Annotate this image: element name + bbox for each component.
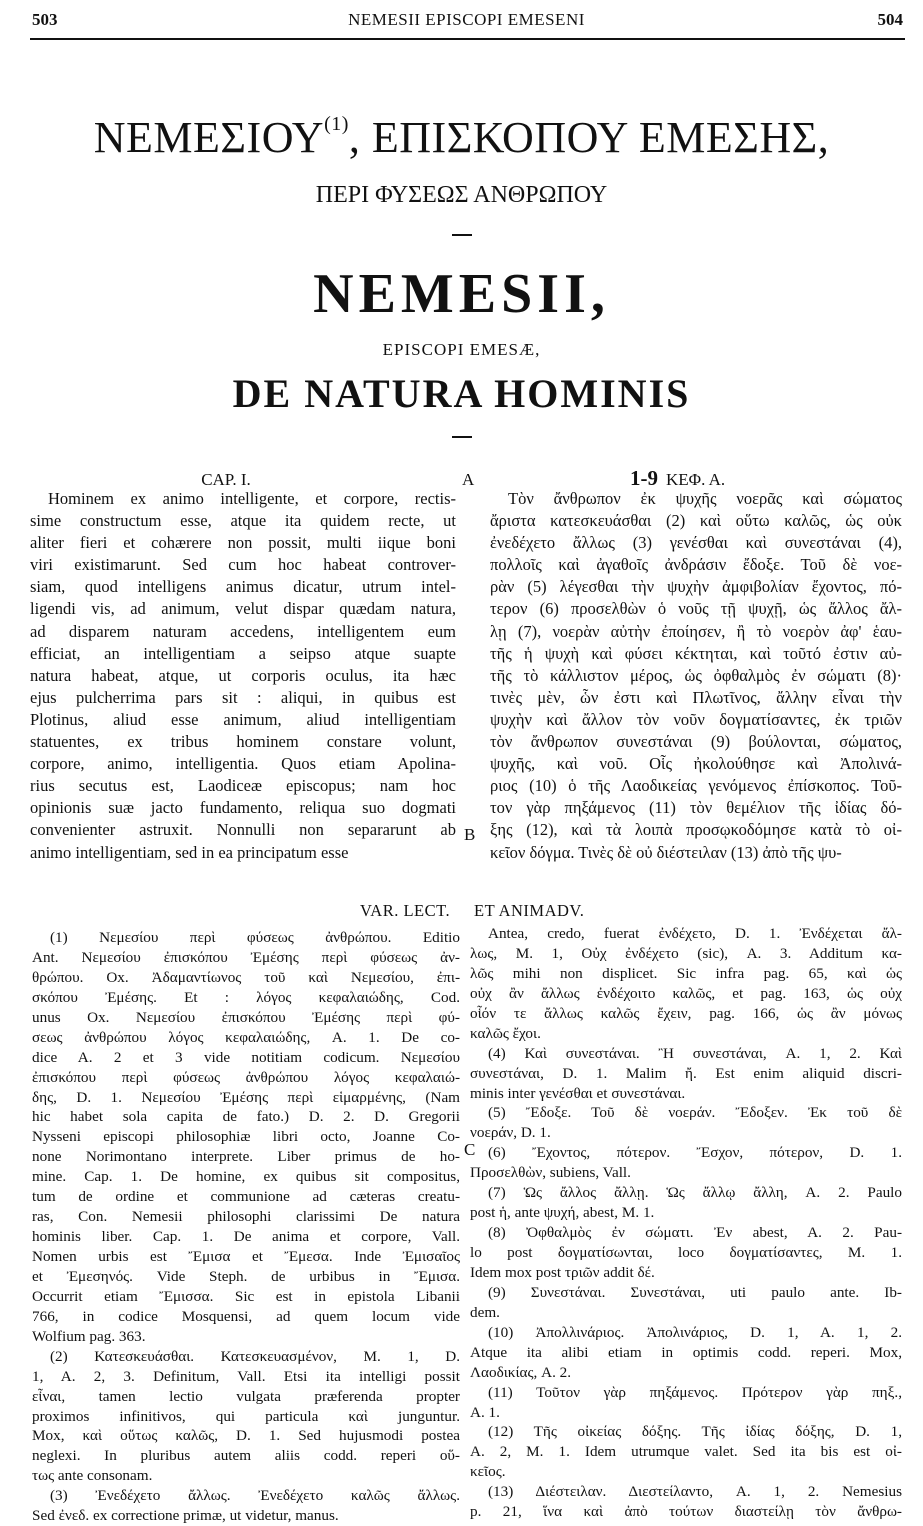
- note-left-line: (1) Νεμεσίου περὶ φύσεως ἀνθρώπου. Editio: [50, 929, 460, 946]
- note-right-line: lo post δογματίσωνται, loco δογματίσαντες, M. 1.: [470, 1244, 902, 1261]
- note-left-line: dice A. 2 et 3 vide notitiam codicum. Νεμεσίου: [32, 1048, 460, 1066]
- greek-text-line: τον γὰρ πηξάμενος (11) τὸν θεμέλιον τῆς ἰδίας δό-: [490, 798, 902, 818]
- note-right-line: (12) Τῆς οἰκείας δόξης. Τῆς ἰδίας δόξης, D. 1,: [488, 1423, 902, 1441]
- latin-text-line: rius secutus est, Laodiceæ episcopus; nam hoc: [30, 776, 456, 796]
- greek-text-line: λῃ (7), νοερὰν αὐτὴν ἐποίησεν, ἢ τὸ νοερὸν ἀφ' ἑαυ-: [490, 621, 902, 641]
- latin-text-column: [30, 488, 456, 864]
- note-right-line: οὐχ ἂν ἄλλως ἐνδέχοιτο καλῶς, et pag. 163, ὡς οὐχ: [470, 984, 902, 1002]
- margin-marker-a: A: [462, 470, 475, 489]
- note-left-line: Wolfium pag. 363.: [32, 1327, 146, 1345]
- latin-text-line: ad disparem naturam accedens, intelligentem eum: [30, 621, 456, 641]
- greek-text-line: τερον (6) προσελθὼν ὁ νοῦς τῇ ψυχῇ, ὡς ἄλλος ἄλ-: [490, 599, 902, 619]
- running-head: [30, 10, 903, 36]
- greek-text-line: ψυχῆς, καὶ νοῦ. Οἷς ἠκολούθησε καὶ Ἀπολινά-: [490, 754, 902, 774]
- note-right-line: (8) Ὀφθαλμὸς ἐν σώματι. Ἐν abest, A. 2. Pau-: [488, 1224, 902, 1242]
- note-right-line: dem.: [470, 1303, 500, 1321]
- var-lect-heading-right: ET ANIMADV.: [474, 901, 585, 920]
- note-right-line: νοεράν, D. 1.: [470, 1124, 551, 1142]
- note-left-line: δης, D. 1. Νεμεσίου Ἐμέσης περὶ εἱμαρμένης, (Nam: [32, 1088, 460, 1106]
- latin-text-line: Hominem ex animo intelligente, et corpore, rectis-: [48, 489, 456, 508]
- note-right-line: οἷόν τε ἄλλως καλῶς ἔχειν, pag. 166, ὡς ἂν μόνως: [470, 1004, 902, 1022]
- latin-text-line: efficiat, an intelligentiam a seipso atque suapte: [30, 643, 456, 663]
- note-left-line: Nysseni episcopi philosophiæ libri octo, Joanne Co-: [32, 1128, 460, 1146]
- note-right-line: A. 1.: [470, 1403, 500, 1421]
- title-dash-2: [452, 436, 472, 438]
- greek-text-line: κεῖον δόγμα. Τινὲς δὲ οὐ διέστειλαν (13) ἀπὸ τῆς ψυ-: [490, 842, 842, 862]
- latin-title: NEMESII,: [313, 263, 610, 325]
- greek-text-line: Τὸν ἄνθρωπον ἐκ ψυχῆς νοερᾶς καὶ σώματος: [508, 489, 902, 508]
- var-lect-heading-left: VAR. LECT.: [360, 901, 451, 920]
- note-right-line: λως, M. 1, Οὐχ ἐνδέχετο (sic), A. 3. Additum κα-: [470, 944, 902, 962]
- latin-text-line: Plotinus, aliud esse animum, aliud intelligentiam: [30, 709, 456, 729]
- greek-subtitle: ΠΕΡΙ ΦΥΣΕΩΣ ΑΝΘΡΩΠΟΥ: [315, 182, 608, 208]
- note-right-line: Προσελθὼν, subiens, Vall.: [470, 1164, 631, 1182]
- latin-text-line: convenienter astruxit. Nonnulli non separarunt ab: [30, 820, 456, 840]
- note-left-line: ras, Con. Nemesii philosophi clarissimi De natura: [32, 1208, 460, 1226]
- note-right-line: (10) Ἀπολλινάριος. Ἀπολινάριος, D. 1, A. 1, 2.: [488, 1323, 902, 1341]
- latin-text-line: animo intelligentiam, sed in ea principatum esse: [30, 842, 349, 862]
- page-number-right: 504: [877, 10, 903, 29]
- latin-text-line: natura habeat, atque, ut corporis oculus, ita hæc: [30, 665, 456, 685]
- note-right-line: (4) Καὶ συνεστάναι. Ἢ συνεστάναι, A. 1, 2. Καὶ: [488, 1044, 902, 1062]
- note-left-line: Mox, καὶ οὕτως καλῶς, D. 1. Sed hujusmodi postea: [32, 1427, 460, 1445]
- note-right-line: Atque ita alibi etiam in optimis codd. reperi. Mox,: [470, 1343, 902, 1361]
- note-left-line: 1, A. 2, 3. Definitum, Vall. Etsi ita intelligi possit: [32, 1367, 460, 1385]
- greek-text-line: τὸν ἄνθρωπον συνεστάναι (9) βούλονται, σώματος,: [490, 732, 902, 752]
- greek-text-line: πολλοῖς καὶ ἀγαθοῖς ἀνδράσιν ἔδοξε. Τοῦ δὲ νοε-: [490, 555, 902, 575]
- note-right-line: συνεστάναι, D. 1. Malim ἤ. Est enim aliquid discri-: [470, 1064, 902, 1082]
- latin-text-line: corpore, animo, intelligentia. Quos etiam Apolina-: [30, 754, 456, 774]
- greek-text-line: τινὲς μὲν, ὧν ἐστι καὶ Πλωτῖνος, ἄλλην εἶναι τὴν: [490, 687, 902, 707]
- greek-text-column: [490, 488, 902, 864]
- greek-text-line: τῆς ἡ ψυχὴ καὶ φύσει κέκτηται, καὶ τοῦτό ἐστιν αὐ-: [490, 643, 902, 663]
- note-right-line: (7) Ὡς ἄλλος ἄλλῃ. Ὡς ἄλλῳ ἄλλη, A. 2. Paulo: [488, 1184, 902, 1202]
- header-rule: [30, 38, 905, 40]
- latin-text-line: opinionis suæ jacto fundamento, reliqua suo dogmati: [30, 798, 456, 818]
- page-number-left: 503: [32, 10, 58, 29]
- note-left-line: εἶναι, tamen lectio vulgata præferenda propter: [32, 1387, 460, 1405]
- greek-text-line: ριος (10) ὁ τῆς Λαοδικείας γενόμενος ἐπίσκοπος. Τοῦ-: [490, 776, 902, 796]
- latin-text-line: sime constructum esse, atque ita quidem recte, ut: [30, 511, 456, 531]
- work-title: DE NATURA HOMINIS: [232, 371, 691, 416]
- greek-title: [0, 112, 923, 163]
- latin-text-line: ligendi vis, ad animum, velut dispar quædam natura,: [30, 599, 456, 619]
- margin-marker-b: B: [464, 825, 476, 844]
- line-number: 1-9: [630, 466, 658, 490]
- greek-title-name: ΝΕΜΕΣΙΟΥ: [93, 113, 325, 162]
- note-left-line: Occurrit etiam Ἔμισσα. Sic est in epistola Libanii: [32, 1287, 460, 1305]
- note-right-line: (5) Ἔδοξε. Τοῦ δὲ νοεράν. Ἔδοξεν. Ἐκ τοῦ δὲ: [488, 1104, 902, 1122]
- greek-title-rest: , ΕΠΙΣΚΟΠΟΥ ΕΜΕΣΗΣ,: [348, 113, 830, 162]
- note-left-line: proximos infinitivos, qui particula καὶ junguntur.: [32, 1407, 460, 1425]
- chapter-heading-greek-text: ΚΕΦ. Α.: [666, 470, 726, 489]
- note-left-line: ἐπισκόπου περὶ φύσεως ἀνθρώπου λόγος κεφαλαιώ-: [32, 1068, 460, 1086]
- note-left-line: Sed ἐνεδ. ex correctione primæ, ut videtur, manus.: [32, 1507, 339, 1525]
- note-right-line: post ἡ, ante ψυχή, abest, M. 1.: [470, 1204, 655, 1222]
- note-left-line: mine. Cap. 1. De homine, ex quibus sit compositus,: [32, 1168, 460, 1186]
- note-left-line: hominis liber. Cap. 1. De anima et corpore, Vall.: [32, 1228, 460, 1246]
- note-right-line: Λαοδικίας, A. 2.: [470, 1363, 572, 1381]
- greek-text-line: ξης (12), καὶ τὰ λοιπὰ προσῳκοδόμησε κατὰ τὸ οἰ-: [490, 820, 902, 840]
- title-footnote-mark: (1): [324, 113, 349, 135]
- greek-text-line: τῆς τὸ κάλλιστον μέρος, ὡς ὀφθαλμὸς ἐν σώματι (8)·: [490, 665, 902, 685]
- note-right-line: (9) Συνεστάναι. Συνεστάναι, uti paulo ante. Ib-: [488, 1283, 902, 1301]
- note-left-line: σεως ἀνθρώπου λόγος κεφαλαιώδης, A. 1. De co-: [32, 1028, 460, 1046]
- note-left-line: (2) Κατεσκευάσθαι. Κατεσκευασμένον, M. 1, D.: [50, 1347, 460, 1365]
- latin-text-line: siam, quod intelligens animus dicatur, utrum intel-: [30, 577, 456, 597]
- note-right-line: p. 21, ἵνα καὶ ἀπὸ τούτων διαστείλῃ τὸν ἄνθρω-: [470, 1503, 902, 1521]
- note-left-line: Nomen urbis est Ἔμισα et Ἔμεσα. Inde Ἐμισαῖος: [32, 1248, 460, 1265]
- note-left-line: unus Ox. Νεμεσίου ἐπισκόπου Ἐμέσης περὶ φύ-: [32, 1008, 460, 1026]
- note-right-line: κεῖος.: [470, 1463, 506, 1481]
- greek-text-line: ἐνεδέχετο ἄλλως (3) γενέσθαι καὶ συνεστάναι (4),: [490, 533, 902, 553]
- note-left-line: Ant. Νεμεσίου ἐπισκόπου Ἐμέσης περὶ φύσεως ἀν-: [32, 948, 460, 966]
- note-left-line: tum de ordine et communione ad cæteras creatu-: [32, 1188, 460, 1206]
- note-left-line: (3) Ἐνεδέχετο ἄλλως. Ἐνεδέχετο καλῶς ἄλλως.: [50, 1487, 460, 1505]
- margin-marker-c: C: [464, 1140, 476, 1159]
- note-right-line: λῶς mihi non displicet. Sic infra pag. 65, καὶ ὡς: [470, 964, 902, 982]
- latin-text-line: ejus pulcherrima pars sit : aliqui, in quibus est: [30, 687, 456, 707]
- note-right-line: minis inter γενέσθαι et συνεστάναι.: [470, 1084, 686, 1102]
- note-left-line: θρώπου. Ox. Ἀδαμαντίωνος τοῦ καὶ Νεμεσίου, ἐπι-: [32, 968, 460, 986]
- note-left-line: 766, in codice Mosquensi, ad quem locum vide: [32, 1307, 460, 1325]
- greek-text-line: ρὰν (5) λέγεσθαι τὴν ψυχὴν ἀμφιβολίαν ἔχοντος, πό-: [490, 577, 902, 597]
- chapter-heading-latin: CAP. I.: [201, 470, 251, 489]
- note-left-line: et Ἐμεσηνός. Vide Steph. de urbibus in Ἔμισα.: [32, 1267, 460, 1285]
- note-right-line: Idem mox post τριῶν addit δέ.: [470, 1263, 655, 1281]
- note-right-line: A. 2, M. 1. Idem utrumque valet. Sed ita bis est οἰ-: [470, 1443, 902, 1461]
- latin-text-line: aliter fieri et cohærere non possit, multi iique boni: [30, 533, 456, 553]
- note-left-line: neglexi. In pluribus autem aliis codd. reperi οὕ-: [32, 1447, 460, 1465]
- greek-text-line: ψυχὴν καὶ ἄλλον τὸν νοῦν δογματίσαντες, ἐκ τριῶν: [490, 709, 902, 729]
- note-right-line: (11) Τοῦτον γὰρ πηξάμενος. Πρότερον γὰρ πηξ.,: [488, 1383, 902, 1401]
- latin-text-line: statuentes, ex tribus hominem constare volunt,: [30, 732, 456, 752]
- note-left-line: hic habet sola capita de fato.) D. 2. D. Gregorii: [32, 1108, 460, 1126]
- title-dash-1: [452, 234, 472, 236]
- latin-subtitle: EPISCOPI EMESÆ,: [382, 340, 541, 359]
- note-left-line: none Norimontano interprete. Liber primus de ho-: [32, 1148, 460, 1166]
- note-left-line: τως ante consonam.: [32, 1467, 153, 1485]
- note-right-line: καλῶς ἔχοι.: [470, 1024, 541, 1042]
- note-right-line: (13) Διέστειλαν. Διεστείλαντο, A. 1, 2. Nemesius: [488, 1483, 902, 1501]
- notes-right-column: [470, 924, 902, 1522]
- note-right-line: Antea, credo, fuerat ἐνδέχετο, D. 1. Ἐνδέχεται ἄλ-: [488, 925, 902, 942]
- note-left-line: σκόπου Ἐμέσης. Et : λόγος κεφαλαιώδης, Cod.: [32, 988, 460, 1006]
- note-right-line: (6) Ἔχοντος, πότερον. Ἔσχον, πότερον, D. 1.: [488, 1144, 902, 1162]
- notes-left-column: [32, 928, 460, 1526]
- greek-text-line: ἄριστα κατεσκευάσθαι (2) καὶ οὕτω καλῶς, ὡς οὐκ: [490, 511, 902, 531]
- running-title: NEMESII EPISCOPI EMESENI: [348, 10, 585, 29]
- latin-text-line: viri existimarunt. Sed cum hoc habeat controver-: [30, 555, 456, 575]
